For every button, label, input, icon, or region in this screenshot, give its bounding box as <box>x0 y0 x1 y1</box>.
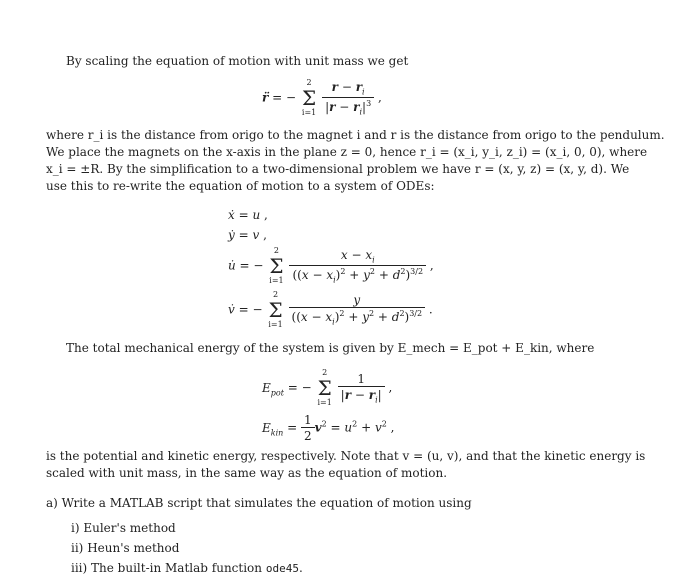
equation-motion: r̈ = − 2 Σ i=1 $\frac{r - r_i}{|r - r_i|^3}$ , <box>262 78 382 117</box>
paragraph1-line4: use this to re-write the equation of motion to a system of ODEs: <box>46 179 435 193</box>
task-item <box>71 520 176 537</box>
task-item <box>71 560 303 577</box>
equation-ekin: $E_{kin}$ = $\frac{1}{2}$ $v^2 = u^2 + v^2$ , <box>262 413 395 443</box>
paragraph2-line2: scaled with unit mass, in the same way as the equation of motion. <box>46 466 448 480</box>
task-item-label: iii) <box>71 561 88 575</box>
paragraph2-line1: is the potential and kinetic energy, respectively. Note that v = (u, v), and that the kinetic energy is <box>46 449 646 463</box>
equation-epot: $E_{pot}$ = − 2 Σ i=1 $\frac{1}{|r - r_i|}$ , <box>262 368 393 407</box>
energy-intro: The total mechanical energy of the system is given by E_mech = E_pot + E_kin, where <box>66 341 595 355</box>
task-item-end: . <box>298 561 303 575</box>
ode-udot: u̇ = − 2 Σ i=1 $\frac{x - x_i}{((x - x_i)^2 + y^2 + d^2)^{3/2}}$ , <box>228 246 434 285</box>
task-heading <box>46 495 472 512</box>
task-label: a) <box>46 496 58 510</box>
task-item <box>71 540 179 557</box>
ode-vdot: v̇ = − 2 Σ i=1 $\frac{y}{((x - x_i)^2 + y^2 + d^2)^{3/2}}$ . <box>228 290 433 329</box>
paragraph1-line2: We place the magnets on the x-axis in the plane z = 0, hence r_i = (x_i, y_i, z_i) = (x_i, 0, 0), where <box>46 145 648 159</box>
task-item-label: i) <box>71 521 80 535</box>
intro-text: By scaling the equation of motion with unit mass we get <box>66 54 409 68</box>
code-ode45: ode45 <box>265 562 299 575</box>
task-item-text: Heun's method <box>87 541 180 555</box>
ode-ydot: ẏ = v , <box>228 228 267 242</box>
ode-xdot: ẋ = u , <box>228 208 268 222</box>
task-item-text: Euler's method <box>83 521 176 535</box>
task-item-text: The built-in Matlab function <box>91 561 263 575</box>
paragraph1-line1: where r_i is the distance from origo to the magnet i and r is the distance from origo to the pendulum. <box>46 128 665 142</box>
paragraph1-line3: x_i = ±R. By the simplification to a two-dimensional problem we have r = (x, y, z) = (x, y, d). We <box>46 162 630 176</box>
task-text: Write a MATLAB script that simulates the equation of motion using <box>61 496 472 510</box>
task-item-label: ii) <box>71 541 84 555</box>
